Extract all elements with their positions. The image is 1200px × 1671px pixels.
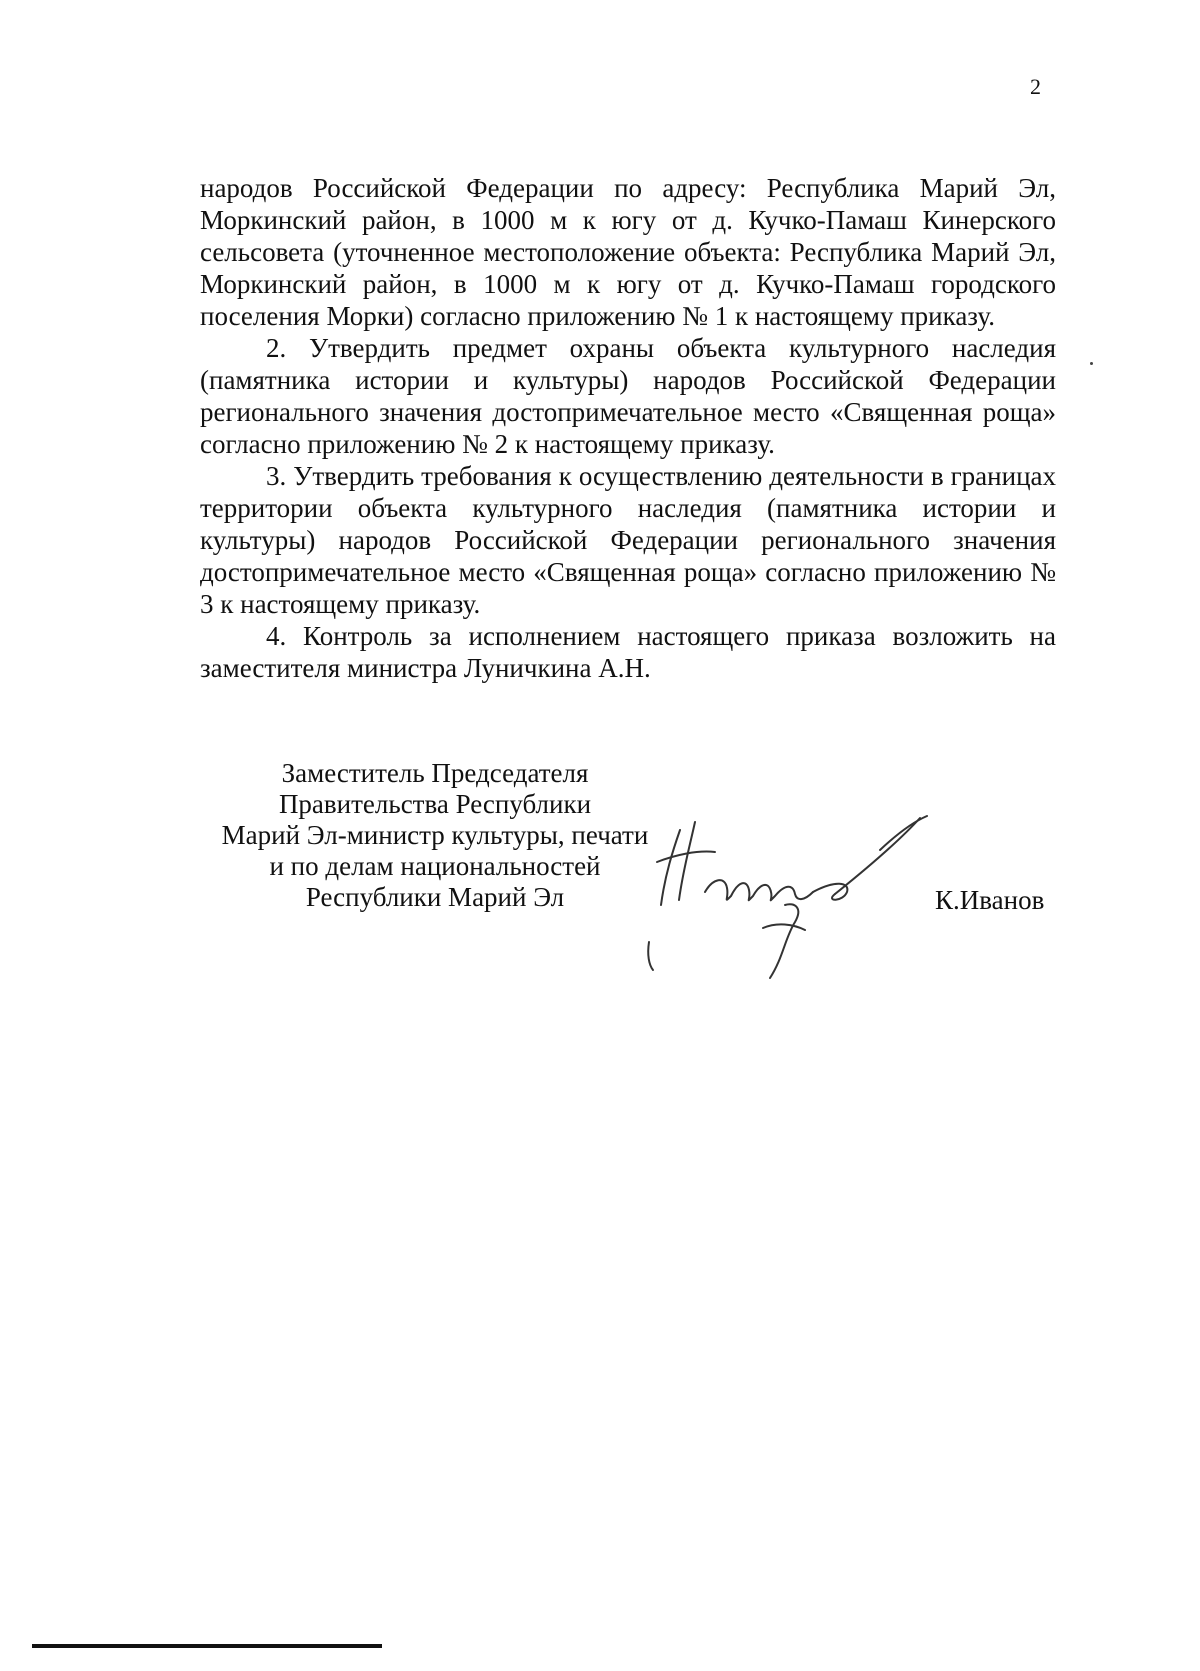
- document-body: [200, 172, 1056, 684]
- signatory-title: [190, 758, 680, 913]
- signatory-line-4: и по делам национальностей: [269, 851, 601, 881]
- paragraph-2: 2. Утвердить предмет охраны объекта культурного наследия (памятника истории и культуры) народов Российской Федерации регионального значения достопримечательное место «Священная роща» согласно приложению № 2 к настоящему приказу.: [200, 333, 1056, 459]
- paragraph-1: народов Российской Федерации по адресу: Республика Марий Эл, Моркинский район, в 1000 м к югу от д. Кучко-Памаш Кинерского сельсовета (уточненное местоположение объекта: Республика Марий Эл, Моркинский район, в 1000 м к югу от д. Кучко-Памаш городского поселения Морки) согласно приложению № 1 к настоящему приказу.: [200, 173, 1056, 331]
- footer-rule: [32, 1644, 382, 1648]
- paragraph-4: 4. Контроль за исполнением настоящего приказа возложить на заместителя министра Луничкина А.Н.: [200, 621, 1056, 683]
- signatory-line-2: Правительства Республики: [278, 789, 592, 819]
- signatory-line-5: Республики Марий Эл: [305, 882, 565, 912]
- scan-speck: [1090, 362, 1093, 365]
- paragraph-3: 3. Утвердить требования к осуществлению деятельности в границах территории объекта культурного наследия (памятника истории и культуры) народов Российской Федерации регионального значения достопримечательное место «Священная роща» согласно приложению № 3 к настоящему приказу.: [200, 461, 1056, 619]
- signatory-line-3: Марий Эл-министр культуры, печати: [221, 820, 649, 850]
- handwritten-signature: [635, 810, 975, 1000]
- signer-name: К.Иванов: [935, 885, 1045, 915]
- page-number: 2: [1030, 74, 1041, 99]
- signatory-line-1: Заместитель Председателя: [281, 758, 589, 788]
